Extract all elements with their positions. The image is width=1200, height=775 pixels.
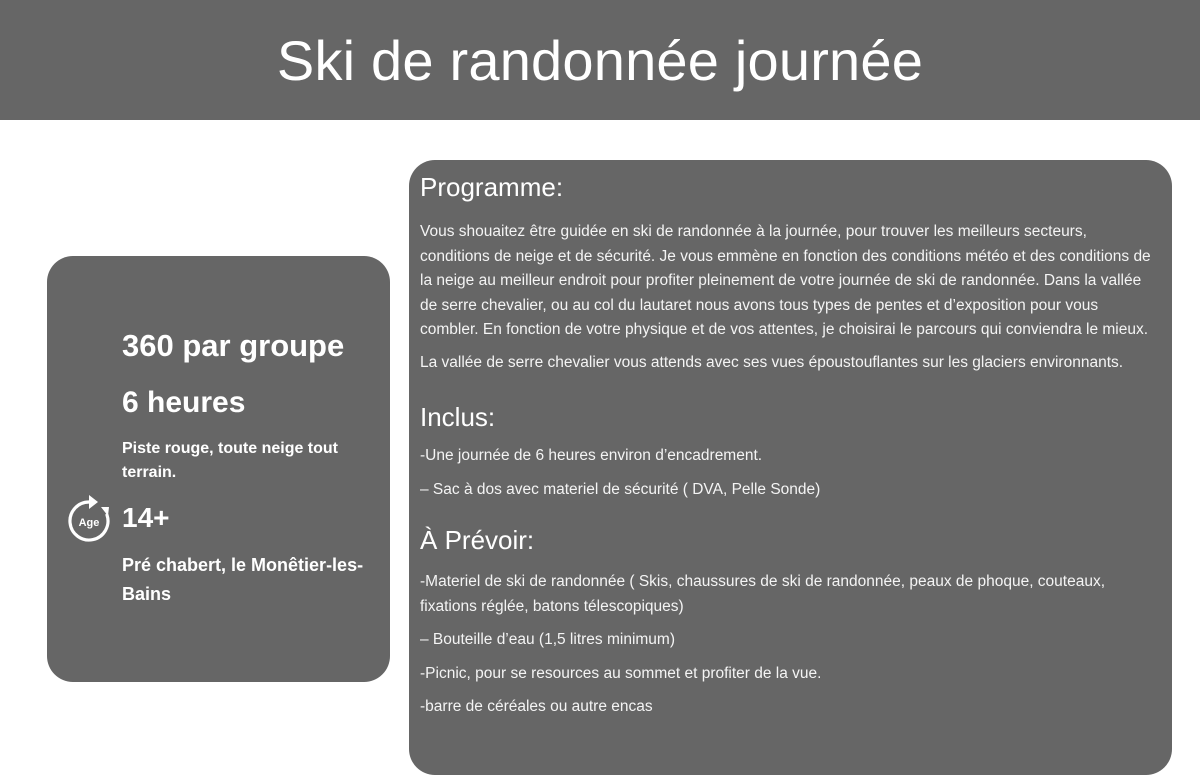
prepare-list	[420, 570, 1160, 720]
prepare-item: -barre de céréales ou autre encas	[420, 698, 653, 715]
program-heading: Programme:	[420, 172, 564, 202]
included-item: – Sac à dos avec materiel de sécurité ( DVA, Pelle Sonde)	[420, 480, 821, 498]
age-label: 14+	[122, 502, 170, 533]
location-label: Pré chabert, le Monêtier-les-Bains	[122, 555, 364, 604]
included-item: -Une journée de 6 heures environ d’encadrement.	[420, 447, 763, 464]
duration-label: 6 heures	[122, 386, 246, 419]
prepare-item: -Picnic, pour se resources au sommet et profiter de la vue.	[420, 664, 822, 682]
prepare-item: -Materiel de ski de randonnée ( Skis, chaussures de ski de randonnée, peaux de phoque, couteaux, fixations réglée, batons télescopiques)	[420, 573, 1106, 615]
prepare-item: – Bouteille d’eau (1,5 litres minimum)	[420, 631, 675, 648]
included-list	[420, 444, 1160, 502]
prepare-heading: À Prévoir:	[420, 525, 535, 555]
program-paragraph: La vallée de serre chevalier vous attends avec ses vues époustouflantes sur les glaciers environnants.	[420, 353, 1124, 371]
age-icon	[65, 494, 113, 546]
difficulty-label: Piste rouge, toute neige tout terrain.	[122, 440, 339, 481]
program-paragraph: Vous shouaitez être guidée en ski de randonnée à la journée, pour trouver les meilleurs secteurs, conditions de neige et de sécurité. Je vous emmène en fonction des conditions météo et des conditions de la neige au meilleur endroit pour profiter pleinement de votre journée de ski de randonnée. Dans la vallée de serre chevalier, ou au col du lautaret nous avons tous types de pentes et d’exposition pour vous combler. En fonction de votre physique et de vos attentes, je choisirai le parcours qui conviendra le mieux.	[420, 223, 1151, 338]
trip-info-card	[47, 256, 390, 682]
price-label: 360 par groupe	[122, 328, 345, 363]
included-heading: Inclus:	[420, 402, 496, 432]
page-header	[0, 0, 1200, 120]
program-card	[409, 160, 1172, 775]
page-title: Ski de randonnée journée	[276, 28, 924, 92]
age-icon-label: Age	[78, 517, 100, 529]
